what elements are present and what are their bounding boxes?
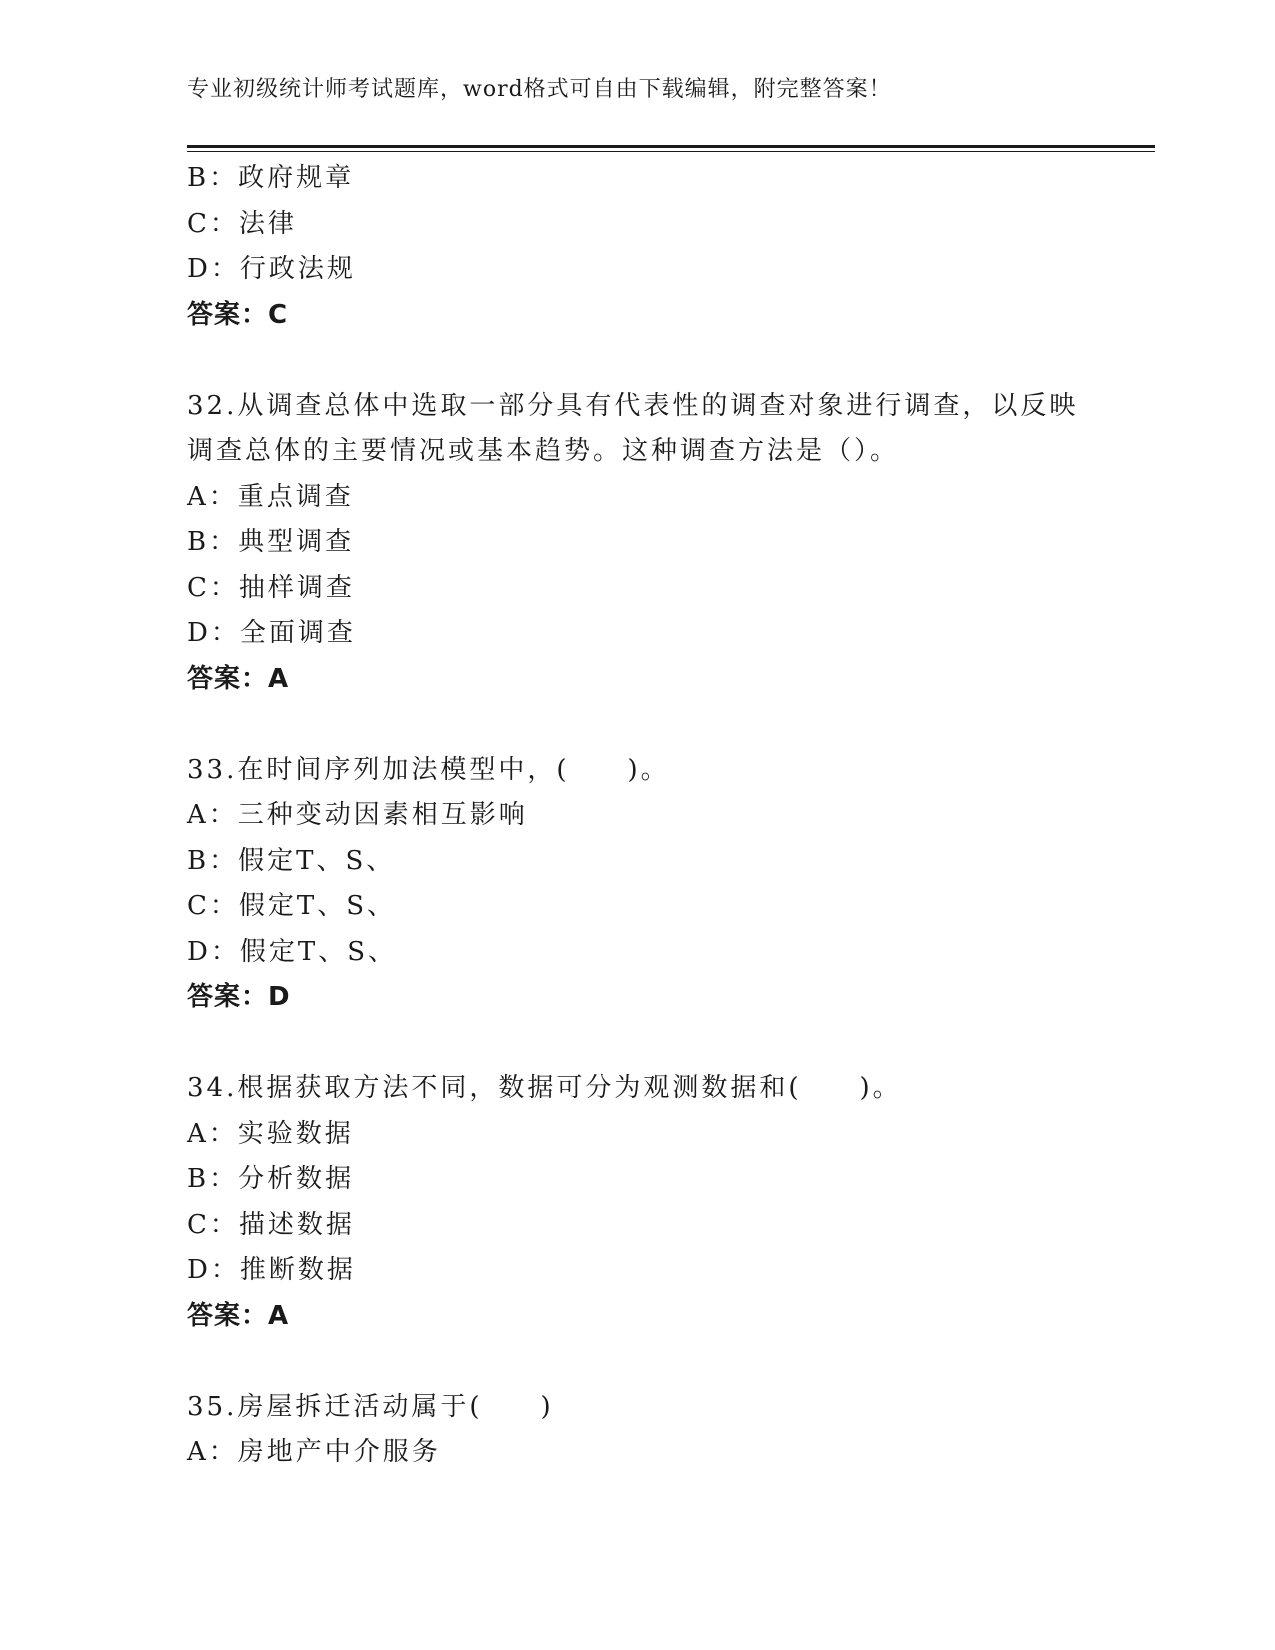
header-divider-thin <box>187 151 1155 152</box>
question-33 <box>187 748 1155 1021</box>
option-c: C：抽样调查 <box>187 572 355 603</box>
question-31-continued <box>187 156 1155 338</box>
option-d: D：假定T、S、 <box>187 936 397 967</box>
option-a: A：实验数据 <box>187 1118 354 1149</box>
question-35 <box>187 1385 1155 1476</box>
answer-label: 答案：C <box>187 299 289 330</box>
option-b: B：假定T、S、 <box>187 845 396 876</box>
option-b: B：分析数据 <box>187 1164 355 1194</box>
answer-label: 答案：A <box>187 663 290 694</box>
header-divider-thick <box>187 145 1155 148</box>
answer-label: 答案：A <box>187 1300 290 1331</box>
question-stem-line: 调查总体的主要情况或基本趋势。这种调查方法是（）。 <box>187 436 900 466</box>
page-header-text: 专业初级统计师考试题库，word格式可自由下载编辑，附完整答案！ <box>187 77 892 102</box>
option-b: B：典型调查 <box>187 527 355 557</box>
question-stem-line: 32.从调查总体中选取一部分具有代表性的调查对象进行调查，以反映 <box>187 390 1079 421</box>
question-34 <box>187 1066 1155 1339</box>
option-b: B：政府规章 <box>187 163 355 193</box>
question-spacer <box>187 1339 1155 1385</box>
option-a: A：重点调查 <box>187 481 354 512</box>
option-c: C：法律 <box>187 208 297 239</box>
question-spacer <box>187 1021 1155 1067</box>
question-stem-line: 35.房屋拆迁活动属于( ) <box>187 1391 554 1422</box>
question-stem-line: 33.在时间序列加法模型中，( )。 <box>187 754 670 785</box>
answer-label: 答案：D <box>187 982 291 1012</box>
question-spacer <box>187 702 1155 748</box>
question-list <box>187 156 1155 1476</box>
question-spacer <box>187 338 1155 384</box>
option-d: D：全面调查 <box>187 618 356 648</box>
option-a: A：房地产中介服务 <box>187 1437 441 1467</box>
option-c: C：假定T、S、 <box>187 891 397 921</box>
option-d: D：推断数据 <box>187 1255 356 1285</box>
question-stem-line: 34.根据获取方法不同，数据可分为观测数据和( )。 <box>187 1073 902 1103</box>
option-c: C：描述数据 <box>187 1209 355 1240</box>
question-32 <box>187 384 1155 703</box>
option-a: A：三种变动因素相互影响 <box>187 800 528 830</box>
option-d: D：行政法规 <box>187 254 356 284</box>
